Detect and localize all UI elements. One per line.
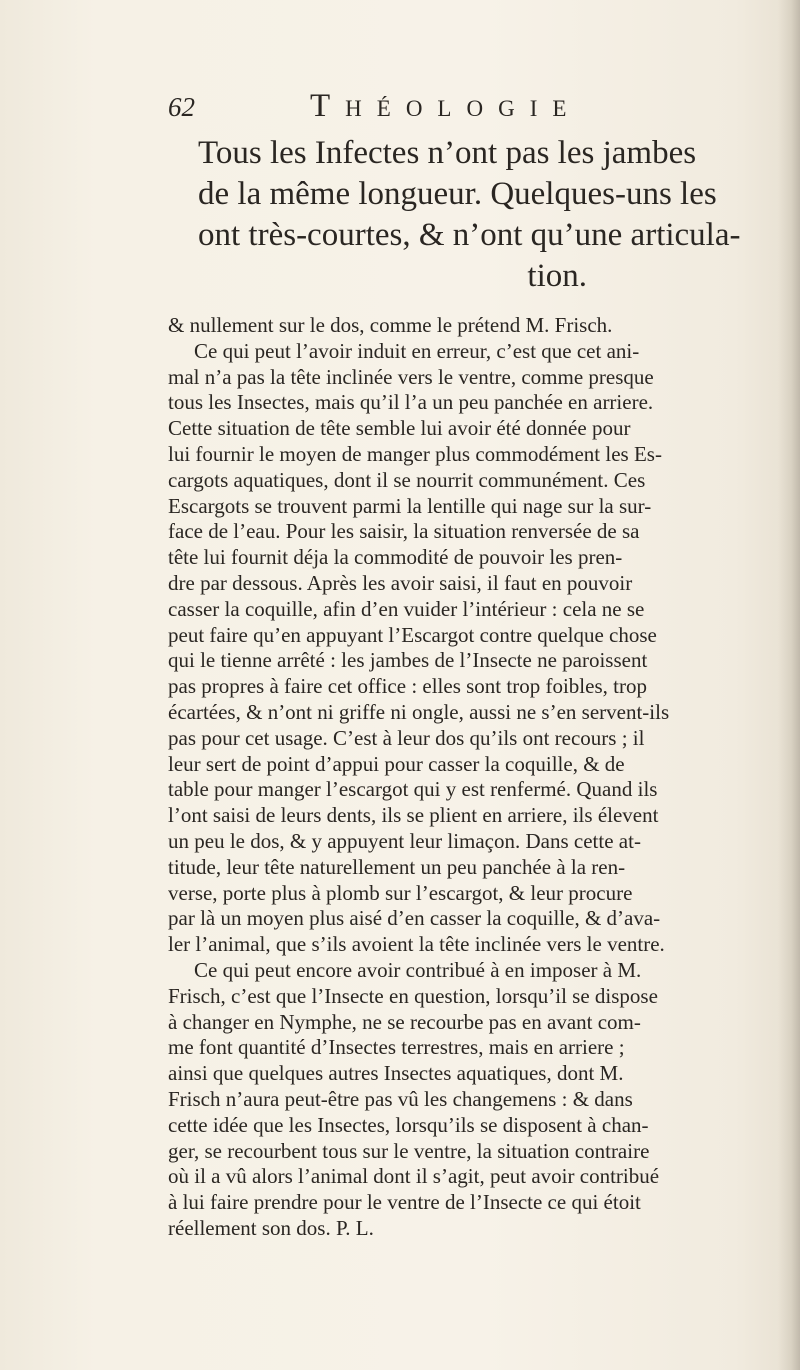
body-line: Frisch, c’est que l’Insecte en question, lorsqu’il se dispose <box>168 983 658 1008</box>
body-line: par là un moyen plus aisé d’en casser la coquille, & d’ava- <box>168 906 661 931</box>
body-line: peut faire qu’en appuyant l’Escargot contre quelque chose <box>168 622 657 647</box>
body-line: cargots aquatiques, dont il se nourrit communément. Ces <box>168 467 646 492</box>
intro-line: ont très-courtes, & n’ont qu’une articula- <box>198 217 741 253</box>
body-line: dre par dessous. Après les avoir saisi, il faut en pouvoir <box>168 570 633 595</box>
body-line: table pour manger l’escargot qui y est renfermé. Quand ils <box>168 777 658 802</box>
body-line: à lui faire prendre pour le ventre de l’Insecte ce qui étoit <box>168 1190 641 1215</box>
body-line: Frisch n’aura peut-être pas vû les changemens : & dans <box>168 1086 633 1111</box>
body-line: Cette situation de tête semble lui avoir été donnée pour <box>168 416 631 441</box>
body-line: face de l’eau. Pour les saisir, la situation renversée de sa <box>168 519 640 544</box>
body-line: leur sert de point d’appui pour casser la coquille, & de <box>168 751 625 776</box>
body-line: ainsi que quelques autres Insectes aquatiques, dont M. <box>168 1061 624 1086</box>
body-line: Ce qui peut encore avoir contribué à en imposer à M. <box>194 957 642 982</box>
intro-line: Tous les Infectes n’ont pas les jambes <box>198 135 697 171</box>
body-line: ler l’animal, que s’ils avoient la tête inclinée vers le ventre. <box>168 932 665 957</box>
body-line: & nullement sur le dos, comme le prétend M. Frisch. <box>168 313 613 337</box>
page-number: 62 <box>168 92 195 122</box>
running-title: Théologie <box>310 88 582 124</box>
page-header <box>168 88 598 128</box>
body-line: me font quantité d’Insectes terrestres, mais en arriere ; <box>168 1035 625 1060</box>
body-line: tête lui fournit déja la commodité de pouvoir les pren- <box>168 545 623 570</box>
body-line: qui le tienne arrêté : les jambes de l’Insecte ne paroissent <box>168 648 648 673</box>
body-line: tous les Insectes, mais qu’il l’a un peu panchée en arriere. <box>168 390 654 415</box>
body-line: où il a vû alors l’animal dont il s’agit, peut avoir contribué <box>168 1164 660 1189</box>
body-line: mal n’a pas la tête inclinée vers le ventre, comme presque <box>168 364 654 389</box>
body-line: pas pour cet usage. C’est à leur dos qu’ils ont recours ; il <box>168 725 645 750</box>
body-line: cette idée que les Insectes, lorsqu’ils se disposent à chan- <box>168 1112 649 1137</box>
body-line: à changer en Nymphe, ne se recourbe pas en avant com- <box>168 1009 641 1034</box>
body-line: ger, se recourbent tous sur le ventre, la situation contraire <box>168 1138 650 1163</box>
body-line: Escargots se trouvent parmi la lentille qui nage sur la sur- <box>168 493 652 518</box>
body-text <box>168 313 796 1242</box>
body-line: réellement son dos. P. L. <box>168 1215 374 1240</box>
body-line: Ce qui peut l’avoir induit en erreur, c’est que cet ani- <box>194 338 640 363</box>
body-line: écartées, & n’ont ni griffe ni ongle, aussi ne s’en servent-ils <box>168 699 670 724</box>
body-line: l’ont saisi de leurs dents, ils se plient en arriere, ils élevent <box>168 803 659 828</box>
intro-line: de la même longueur. Quelques-uns les <box>198 176 717 212</box>
body-line: lui fournir le moyen de manger plus commodément les Es- <box>168 441 662 466</box>
intro-line: tion. <box>527 258 587 294</box>
body-line: verse, porte plus à plomb sur l’escargot, & leur procure <box>168 880 633 905</box>
body-line: pas propres à faire cet office : elles sont trop foibles, trop <box>168 674 647 699</box>
body-line: un peu le dos, & y appuyent leur limaçon. Dans cette at- <box>168 828 641 853</box>
body-line: casser la coquille, afin d’en vuider l’intérieur : cela ne se <box>168 596 645 621</box>
body-line: titude, leur tête naturellement un peu panchée à la ren- <box>168 854 626 879</box>
intro-paragraph <box>198 133 741 297</box>
